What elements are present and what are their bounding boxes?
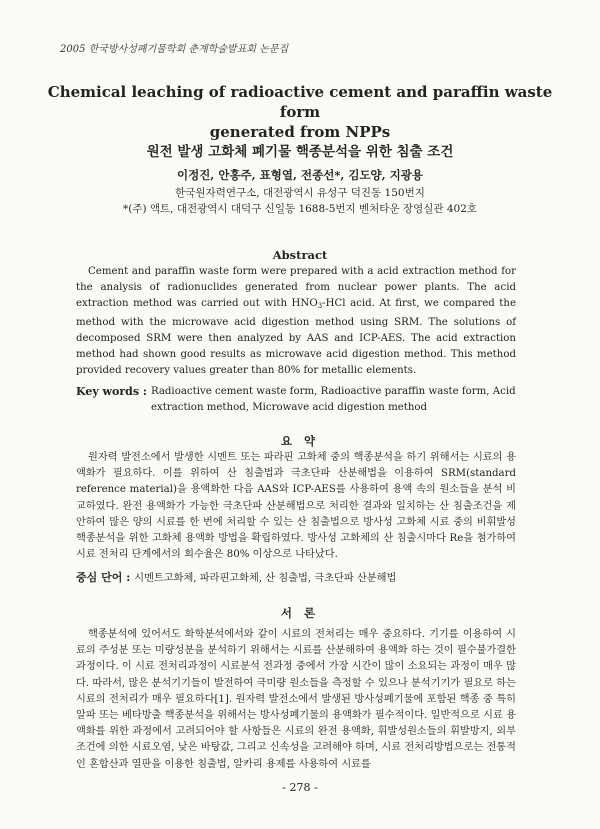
abstract-text-part1: Cement and paraffin waste form were prepared with a acid extraction method for the analysis of radionuclides generated from nuclear power plants. The acid extraction method was carried out with HNO xyxy=(76,266,516,310)
intro-heading: 서 론 xyxy=(280,606,320,620)
author-list: 이정진, 안홍주, 표형열, 전종선*, 김도양, 지광용 xyxy=(176,168,423,182)
keywords xyxy=(76,384,526,416)
title-line-2: generated from NPPs xyxy=(209,123,391,141)
kr-keywords xyxy=(76,569,536,585)
title-line-1: Chemical leaching of radioactive cement and paraffin waste form xyxy=(47,83,553,121)
paper-title-en xyxy=(40,82,560,142)
affiliation-1: 한국원자력연구소, 대전광역시 유성구 덕진동 150번지 xyxy=(175,187,425,199)
keywords-label: Key words : xyxy=(76,385,147,398)
abstract-text-part2: -HCl acid. At first, we compared the method with the microwave acid digestion method using SRM. The solutions of decomposed SRM were then analyzed by AAS and ICP-AES. The acid extraction method had shown good results as microwave acid digestion method. This method provided recovery values greater than 80% for metallic elements. xyxy=(76,298,516,377)
page-number: - 278 - xyxy=(282,781,318,794)
abstract-text xyxy=(76,264,516,379)
summary-text: 원자력 발전소에서 발생한 시멘트 또는 파라핀 고화체 중의 핵종분석을 하기 위해서는 시료의 용액화가 필요하다. 이를 위하여 산 침출법과 극초단파 산분해법을 이용하여 SRM(standard reference material)을 용액화한 다음 AAS와 ICP-AES를 사용하여 용액 속의 원소들을 분석 비교하였다. 완전 용액화가 가능한 극초단파 산분해법으로 처리한 결과와 일치하는 산 침출조건을 제안하여 많은 양의 시료를 한 번에 처리할 수 있는 산 침출법으로 방사성 고화체 시료 중의 비휘발성핵종분석을 위한 고화체 용액화 방법을 확립하였다. 방사성 고화체의 산 침출시마다 Re을 첨가하여 시료 전처리 단계에서의 회수율은 80% 이상으로 나타났다. xyxy=(76,452,516,561)
intro-text: 핵종분석에 있어서도 화학분석에서와 같이 시료의 전처리는 매우 중요하다. 기기를 이용하여 시료의 주성분 또는 미량성분을 분석하기 위해서는 시료를 산분해하여 용액화 하는 것이 필수불가결한 과정이다. 이 시료 전처리과정이 시료분석 전과정 중에서 가장 시간이 많이 소요되는 과정이 매우 많다. 따라서, 많은 분석기기들이 발전하여 극미량 원소들을 측정할 수 있으나 분석기기가 필요로 하는 시료의 전처리가 매우 필요하다[1]. 원자력 발전소에서 발생된 방사성폐기물에 포함된 핵종 중 특히 알파 또는 베타방출 핵종분석을 위해서는 방사성폐기물의 용액화가 필수적이다. 일반적으로 시료 용액화를 위한 과정에서 고려되어야 할 사항들은 시료의 완전 용액화, 휘발성원소들의 휘발방지, 외부조건에 의한 시료오염, 낮은 바탕값, 그리고 신속성을 고려해야 하며, 시료 전처리방법으로는 전통적인 혼합산과 열판을 이용한 침출법, 알카리 용제를 사용하여 시료를 xyxy=(76,629,516,770)
summary-heading: 요 약 xyxy=(280,434,320,448)
paper-title-kr: 원전 발생 고화체 폐기물 핵종분석을 위한 침출 조건 xyxy=(146,144,454,160)
kr-keywords-text: 시멘트고화체, 파라핀고화체, 산 침출법, 극초단파 산분해법 xyxy=(134,573,397,584)
abstract-heading: Abstract xyxy=(272,248,328,262)
hno3-subscript: 3 xyxy=(317,302,323,311)
running-header: 2005 한국방사성폐기물학회 춘계학술발표회 논문집 xyxy=(60,44,289,55)
keywords-text: Radioactive cement waste form, Radioactive paraffin waste form, Acid extraction method, Microwave acid digestion method xyxy=(150,386,516,413)
affiliation-2: *(주) 액트, 대전광역시 대덕구 신일동 1688-5번지 벤처타운 장영실관 402호 xyxy=(122,203,478,215)
kr-keywords-label: 중심 단어 : xyxy=(76,571,131,584)
